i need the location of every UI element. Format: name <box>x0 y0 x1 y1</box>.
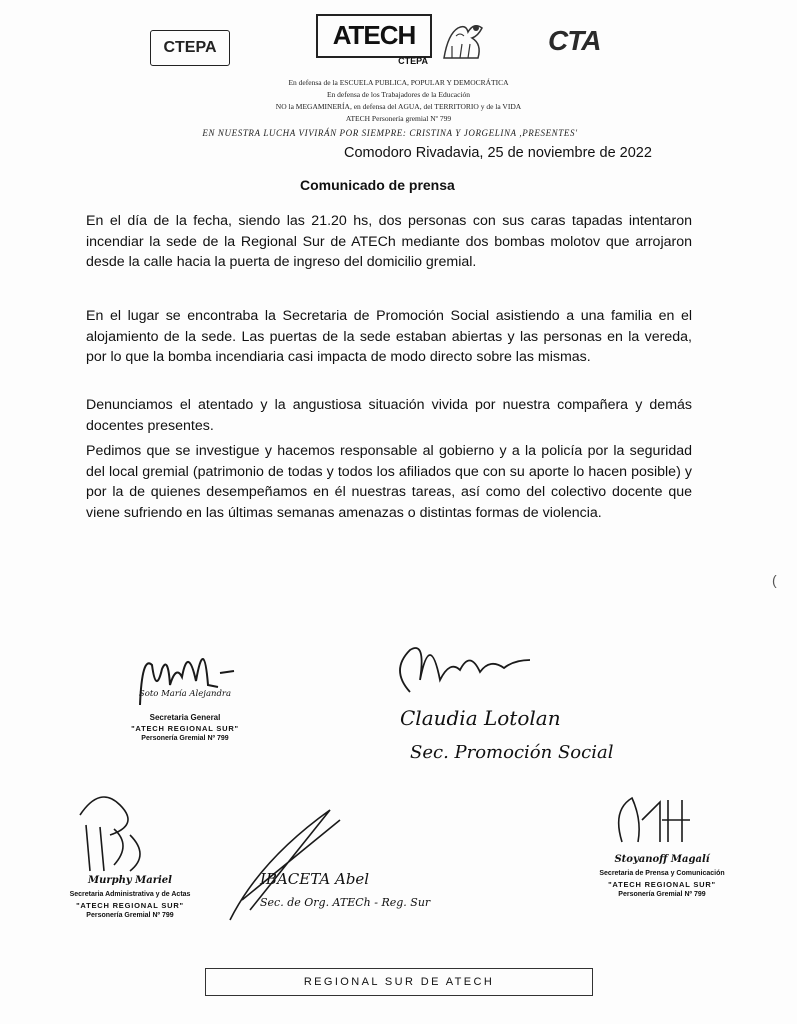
motto-line: En defensa de la ESCUELA PUBLICA, POPULAR Y DEMOCRÁTICA <box>288 78 509 87</box>
atech-logo-text: ATECH <box>316 14 432 58</box>
signature-block <box>100 625 270 755</box>
stamp-org: "ATECH REGIONAL SUR" <box>131 724 239 733</box>
handwritten-signature <box>50 785 210 875</box>
stamp-role: Secretaria de Prensa y Comunicación <box>599 870 725 877</box>
handwritten-role: Sec. de Org. ATECh - Reg. Sur <box>260 896 431 909</box>
emblem-icon <box>438 14 490 66</box>
stamp-role: Secretaria General <box>149 713 221 722</box>
stamp-name: Stoyanoff Magalí <box>614 854 710 865</box>
handwritten-signature <box>582 790 742 850</box>
signature-block <box>50 785 210 925</box>
footer-banner: REGIONAL SUR DE ATECH <box>205 968 593 996</box>
margin-mark: ( <box>772 572 777 588</box>
stamp-org: "ATECH REGIONAL SUR" <box>608 880 716 889</box>
stamp-personeria: Personería Gremial Nº 799 <box>618 891 706 898</box>
handwritten-role: Sec. Promoción Social <box>410 742 614 763</box>
motto-line: ATECH Personería gremial Nº 799 <box>345 114 452 123</box>
motto-line: En defensa de los Trabajadores de la Educación <box>326 90 471 99</box>
ctepa-logo-text: CTEPA <box>163 39 217 56</box>
body-paragraph: Pedimos que se investigue y hacemos responsable al gobierno y a la policía por la seguridad del local gremial (patrimonio de todas y todos los afiliados que con su aporte lo hacen posible) y por la de quienes desempeñamos en él nuestras tareas, así como del colectivo docente que viene sufriendo en las últimas semanas amenazas o distintas formas de violencia. <box>86 443 692 521</box>
stamp-name: Murphy Mariel <box>88 875 172 886</box>
signature-block <box>582 790 742 920</box>
handwritten-name: Claudia Lotolan <box>400 706 561 730</box>
stamp-personeria: Personería Gremial Nº 799 <box>141 735 229 742</box>
motto-tribute-line: EN NUESTRA LUCHA VIVIRÁN POR SIEMPRE: CRISTINA Y JORGELINA ,PRESENTES' <box>202 128 578 138</box>
body-paragraph: En el lugar se encontraba la Secretaria de Promoción Social asistiendo a una familia en el alojamiento de la sede. Las puertas de la sede estaban abiertas y las personas en la vereda, por lo que la bomba incendiaria casi impacta de modo directo sobre las mismas. <box>86 308 692 365</box>
handwritten-signature <box>380 620 640 700</box>
document-title: Comunicado de prensa <box>300 177 455 193</box>
stamp-org: "ATECH REGIONAL SUR" <box>76 901 184 910</box>
body-paragraph: Denunciamos el atentado y la angustiosa situación vivida por nuestra compañera y demás docentes presentes. <box>86 397 692 434</box>
stamp-name: Soto María Alejandra <box>138 689 232 699</box>
stamp-role: Secretaria Administrativa y de Actas <box>69 891 191 898</box>
motto-line: NO la MEGAMINERÍA, en defensa del AGUA, del TERRITORIO y de la VIDA <box>275 102 522 111</box>
cta-logo <box>548 26 632 56</box>
ctepa-logo <box>150 30 230 66</box>
body-paragraph: En el día de la fecha, siendo las 21.20 hs, dos personas con sus caras tapadas intentaron incendiar la sede de la Regional Sur de ATECh mediante dos bombas molotov que arrojaron desde la calle hacia la puerta de ingreso del domicilio gremial. <box>86 213 692 270</box>
handwritten-signature <box>100 625 270 715</box>
atech-logo-subtext: CTEPA <box>398 56 428 66</box>
signature-block <box>220 800 450 940</box>
atech-logo <box>316 14 428 66</box>
document-date: Comodoro Rivadavia, 25 de noviembre de 2022 <box>344 145 652 161</box>
signature-block <box>380 620 640 780</box>
handwritten-name: IBACETA Abel <box>260 870 370 888</box>
stamp-personeria: Personería Gremial Nº 799 <box>86 912 174 919</box>
cta-logo-text: CTA <box>548 25 601 56</box>
